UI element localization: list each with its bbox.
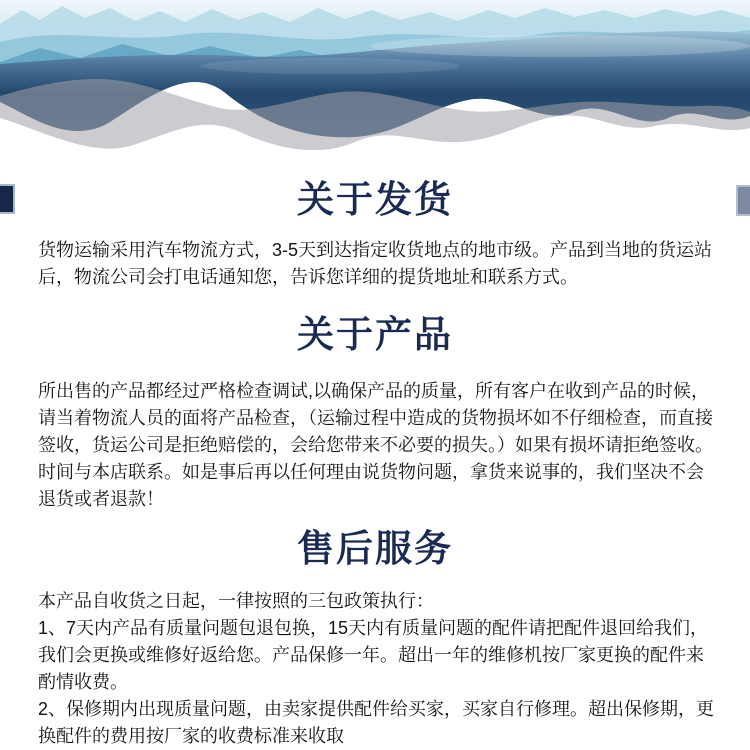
shipping-paragraph: 货物运输采用汽车物流方式，3-5天到达指定收货地点的地市级。产品到当地的货运站后，物流公司会打电话通知您，告诉您详细的提货地址和联系方式。 xyxy=(38,240,713,287)
after-sales-policy-item-2: 2、保修期内出现质量问题，由卖家提供配件给买家，买家自行修理。超出保修期，更换配件的费用按厂家的收费标准来收取 xyxy=(38,699,715,746)
after-sales-policy-item-1: 1、7天内产品有质量问题包退包换，15天内有质量问题的配件请把配件退回给我们，我们会更换或维修好返给您。产品保修一年。超出一年的维修机按厂家更换的配件来酌情收费。 xyxy=(38,618,709,692)
sea-shimmer xyxy=(370,35,750,57)
section-title-product: 关于产品 xyxy=(297,314,453,355)
after-sales-policy-intro: 本产品自收货之日起，一律按照的三包政策执行： xyxy=(38,591,434,611)
section-title-after-sales: 售后服务 xyxy=(297,528,453,569)
section-title-shipping: 关于发货 xyxy=(297,179,453,220)
hero-wave-banner-image xyxy=(0,0,750,152)
after-sales-paragraphs xyxy=(38,588,714,750)
sea-shimmer-2 xyxy=(200,58,460,74)
product-paragraph: 所出售的产品都经过严格检查调试,以确保产品的质量，所有客户在收到产品的时候，请当着物流人员的面将产品检查，（运输过程中造成的货物损坏如不仔细检查，而直接签收，货运公司是拒绝赔偿的，会给您带来不必要的损失。）如果有损坏请拒绝签收。时间与本店联系。如是事后再以任何理由说货物问题，拿货来说事的，我们坚决不会退货或者退款！ xyxy=(38,381,713,509)
